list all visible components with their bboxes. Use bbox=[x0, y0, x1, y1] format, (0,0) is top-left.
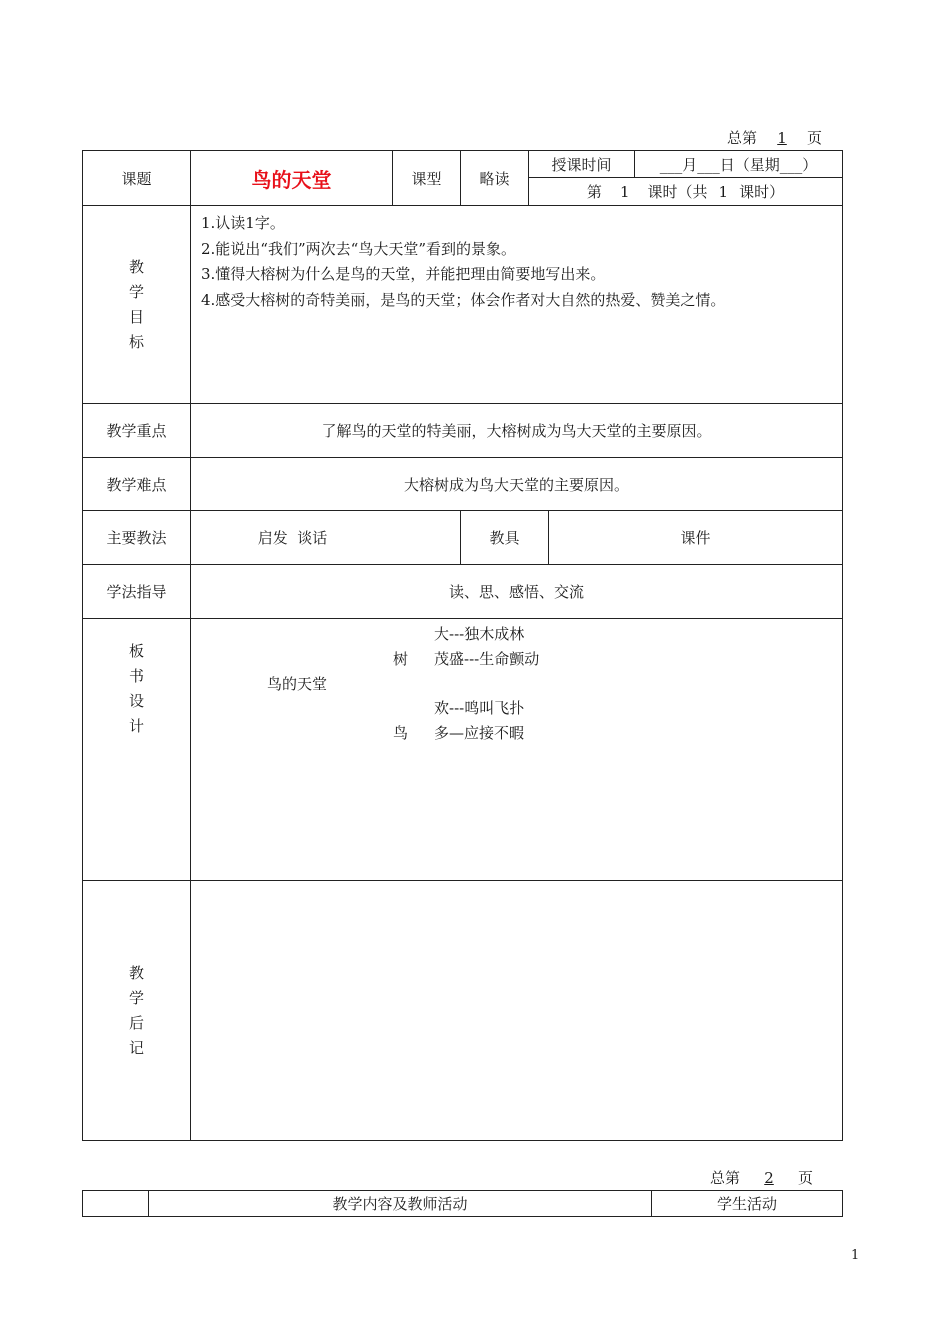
type-value: 略读 bbox=[461, 151, 529, 206]
goals-label: 教 学 目 标 bbox=[83, 206, 191, 404]
tools-value: 课件 bbox=[549, 511, 843, 565]
reflection-content bbox=[191, 881, 843, 1141]
time-label: 授课时间 bbox=[529, 151, 635, 178]
reflection-label: 教 学 后 记 bbox=[83, 881, 191, 1141]
topic-title: 鸟的天堂 bbox=[191, 151, 393, 206]
learning-label: 学法指导 bbox=[83, 565, 191, 619]
goals-content bbox=[191, 206, 843, 404]
board-bird-label: 鸟 bbox=[393, 724, 409, 742]
activity-blank-cell bbox=[83, 1191, 149, 1217]
page-total-prefix: 总第 bbox=[727, 129, 758, 147]
goal-item: 1.认读1字。 bbox=[201, 214, 285, 232]
methods-label: 主要教法 bbox=[83, 511, 191, 565]
page-total-prefix: 总第 bbox=[710, 1169, 741, 1187]
col-teacher-content: 教学内容及教师活动 bbox=[149, 1191, 652, 1217]
type-label: 课型 bbox=[393, 151, 461, 206]
board-tree-label: 树 bbox=[393, 650, 409, 668]
period-prefix: 第 bbox=[586, 183, 602, 201]
board-tree-line-1: 大---独木成林 bbox=[434, 625, 525, 643]
board-label: 板 书 设 计 bbox=[83, 619, 191, 881]
lesson-plan-table bbox=[82, 150, 843, 1141]
goal-item: 4.感受大榕树的奇特美丽，是鸟的天堂；体会作者对大自然的热爱、赞美之情。 bbox=[201, 290, 726, 309]
period-number: 1 bbox=[619, 183, 630, 201]
difficulties-label: 教学难点 bbox=[83, 458, 191, 511]
learning-value: 读、思、感悟、交流 bbox=[191, 565, 843, 619]
page-total-2 bbox=[710, 1167, 813, 1188]
activity-table bbox=[82, 1190, 843, 1217]
page-total-suffix: 页 bbox=[807, 129, 823, 147]
period-field bbox=[529, 178, 843, 206]
page-total-suffix: 页 bbox=[798, 1169, 814, 1187]
period-suffix: 课时） bbox=[739, 183, 785, 201]
key-points-value: 了解鸟的天堂的特美丽，大榕树成为鸟大天堂的主要原因。 bbox=[191, 404, 843, 458]
page-total-number: 1 bbox=[777, 129, 787, 147]
goal-item: 2.能说出“我们”两次去“鸟大天堂”看到的景象。 bbox=[201, 239, 516, 258]
board-title: 鸟的天堂 bbox=[267, 675, 328, 693]
board-bird-line-2: 多—应接不暇 bbox=[434, 724, 525, 742]
page-total-number: 2 bbox=[764, 1169, 774, 1187]
difficulties-value: 大榕树成为鸟大天堂的主要原因。 bbox=[191, 458, 843, 511]
col-student-activity: 学生活动 bbox=[652, 1191, 843, 1217]
methods-value: 启发 谈话 bbox=[191, 511, 461, 565]
board-design bbox=[191, 619, 843, 881]
period-middle: 课时（共 bbox=[647, 183, 708, 201]
goal-item: 3.懂得大榕树为什么是鸟的天堂，并能把理由简要地写出来。 bbox=[201, 265, 606, 283]
footer-page-number: 1 bbox=[851, 1248, 860, 1263]
date-field: ___月___日（星期___） bbox=[635, 151, 843, 178]
page-total-1 bbox=[727, 127, 822, 148]
period-total: 1 bbox=[718, 183, 729, 201]
key-points-label: 教学重点 bbox=[83, 404, 191, 458]
tools-label: 教具 bbox=[461, 511, 549, 565]
topic-label: 课题 bbox=[83, 151, 191, 206]
board-bird-line-1: 欢---鸣叫飞扑 bbox=[434, 699, 525, 717]
board-tree-line-2: 茂盛---生命颤动 bbox=[434, 650, 540, 668]
